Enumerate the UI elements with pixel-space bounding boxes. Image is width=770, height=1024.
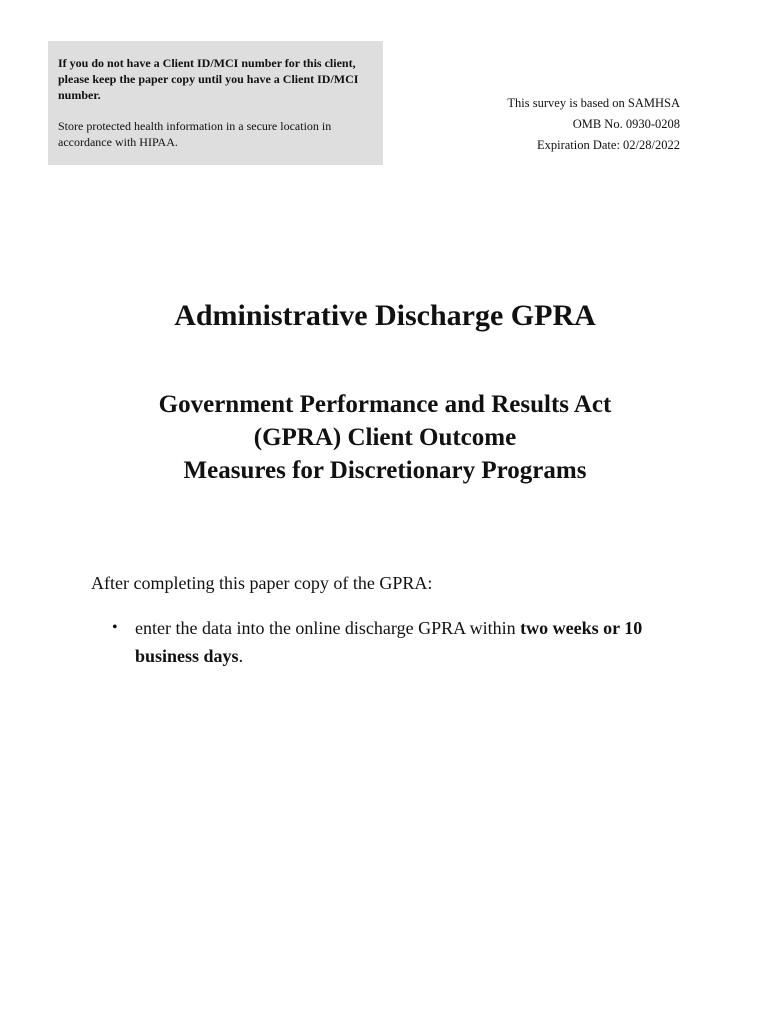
instruction-deadline: two weeks or 10 business days — [135, 618, 643, 666]
instruction-text: enter the data into the online discharge GPRA within — [135, 618, 521, 638]
survey-info-block — [507, 93, 680, 156]
subtitle-line-1: Government Performance and Results Act — [158, 391, 612, 418]
client-id-notice-text: If you do not have a Client ID/MCI number for this client, please keep the paper copy until you have a Client ID/MCI number. — [58, 56, 359, 102]
expiration-date-text: Expiration Date: 02/28/2022 — [536, 138, 680, 152]
subtitle-line-3: Measures for Discretionary Programs — [183, 457, 587, 484]
hipaa-notice-text: Store protected health information in a secure location in accordance with HIPAA. — [58, 119, 332, 149]
subtitle-line-2: (GPRA) Client Outcome — [253, 424, 517, 451]
survey-basis-text: This survey is based on SAMHSA — [507, 96, 680, 110]
omb-number-text: OMB No. 0930-0208 — [572, 117, 680, 131]
instructions-intro: After completing this paper copy of the GPRA: — [91, 573, 433, 593]
document-title: Administrative Discharge GPRA — [174, 299, 596, 332]
list-item — [110, 614, 670, 670]
instruction-end: . — [238, 646, 244, 666]
instructions-list — [110, 614, 670, 670]
bullet-icon: • — [112, 619, 118, 636]
client-id-notice-box — [48, 41, 383, 165]
document-subtitle — [0, 388, 770, 487]
